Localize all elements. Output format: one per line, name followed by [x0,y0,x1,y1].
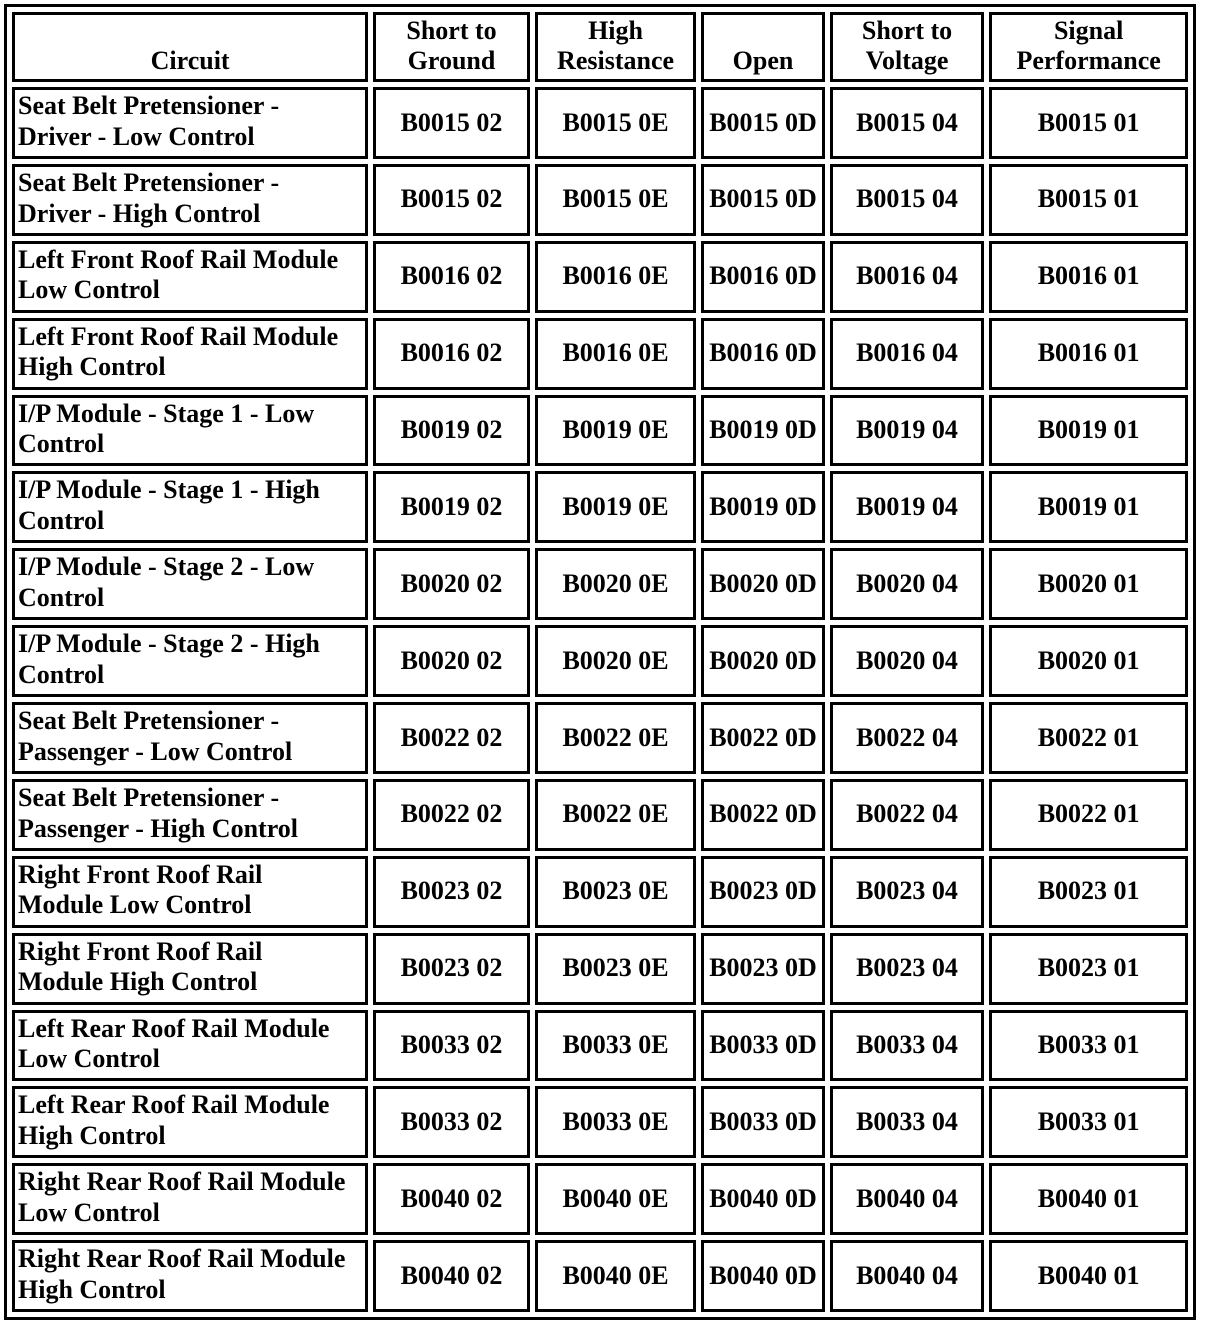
circuit-line: I/P Module - Stage 1 - High [18,475,320,505]
circuit-line: Right Front Roof Rail [18,936,263,966]
signal-performance-code-cell: B0040 01 [989,1240,1188,1312]
table-row [12,933,1188,1005]
high-resistance-code-cell: B0033 0E [535,1086,697,1158]
circuit-cell [12,779,368,851]
circuit-cell [12,318,368,390]
open-code-cell: B0033 0D [701,1010,824,1082]
high-resistance-code-cell: B0040 0E [535,1240,697,1312]
short-to-ground-code-cell: B0015 02 [373,87,530,159]
high-resistance-code-cell: B0015 0E [535,87,697,159]
open-code-cell: B0019 0D [701,395,824,467]
short-to-voltage-code-cell: B0020 04 [830,548,985,620]
circuit-line: Passenger - High Control [18,813,298,843]
high-resistance-code-cell: B0022 0E [535,702,697,774]
high-resistance-code-cell: B0023 0E [535,856,697,928]
short-to-voltage-code-cell: B0022 04 [830,779,985,851]
short-to-voltage-code-cell: B0023 04 [830,856,985,928]
signal-performance-code-cell: B0033 01 [989,1010,1188,1082]
signal-performance-code-cell: B0033 01 [989,1086,1188,1158]
high-resistance-code-cell: B0016 0E [535,241,697,313]
table-row [12,779,1188,851]
circuit-cell [12,87,368,159]
table-row [12,1086,1188,1158]
circuit-cell [12,1240,368,1312]
table-row [12,395,1188,467]
short-to-voltage-code-cell: B0040 04 [830,1240,985,1312]
short-to-voltage-code-cell: B0015 04 [830,164,985,236]
open-code-cell: B0019 0D [701,471,824,543]
high-resistance-code-cell: B0019 0E [535,395,697,467]
short-to-voltage-code-cell: B0015 04 [830,87,985,159]
open-code-cell: B0022 0D [701,779,824,851]
circuit-cell [12,702,368,774]
circuit-line: Control [18,582,105,612]
header-open [701,12,824,82]
circuit-line: I/P Module - Stage 1 - Low [18,398,315,428]
circuit-line: Driver - High Control [18,198,261,228]
high-resistance-code-cell: B0033 0E [535,1010,697,1082]
short-to-voltage-code-cell: B0016 04 [830,318,985,390]
header-short-to-voltage-line-2: Voltage [865,46,949,76]
circuit-line: Control [18,659,105,689]
table-row [12,318,1188,390]
header-circuit [12,12,368,82]
circuit-cell [12,471,368,543]
open-code-cell: B0033 0D [701,1086,824,1158]
short-to-ground-code-cell: B0023 02 [373,933,530,1005]
short-to-ground-code-cell: B0020 02 [373,625,530,697]
circuit-cell [12,1163,368,1235]
short-to-ground-code-cell: B0023 02 [373,856,530,928]
header-short-to-ground [373,12,530,82]
table-row [12,164,1188,236]
circuit-line: High Control [18,352,166,382]
short-to-ground-code-cell: B0019 02 [373,471,530,543]
signal-performance-code-cell: B0019 01 [989,471,1188,543]
circuit-cell [12,548,368,620]
open-code-cell: B0022 0D [701,702,824,774]
short-to-ground-code-cell: B0022 02 [373,702,530,774]
circuit-line: Passenger - Low Control [18,736,293,766]
circuit-line: Seat Belt Pretensioner - [18,706,280,735]
header-short-to-voltage-line-1: Short to [861,15,953,45]
signal-performance-code-cell: B0020 01 [989,548,1188,620]
header-high-resistance-line-1: High [588,15,643,45]
header-signal-performance-line-1: Signal [1053,15,1124,45]
high-resistance-code-cell: B0016 0E [535,318,697,390]
header-short-to-ground-line-1: Short to [406,15,497,45]
circuit-cell [12,1086,368,1158]
short-to-voltage-code-cell: B0016 04 [830,241,985,313]
short-to-voltage-code-cell: B0033 04 [830,1086,985,1158]
short-to-voltage-code-cell: B0019 04 [830,471,985,543]
circuit-cell [12,625,368,697]
circuit-line: Low Control [18,275,160,305]
circuit-line: High Control [18,1121,166,1151]
circuit-cell [12,933,368,1005]
signal-performance-code-cell: B0016 01 [989,318,1188,390]
circuit-line: Control [18,429,105,459]
short-to-ground-code-cell: B0040 02 [373,1240,530,1312]
short-to-voltage-code-cell: B0040 04 [830,1163,985,1235]
short-to-ground-code-cell: B0033 02 [373,1086,530,1158]
circuit-cell [12,241,368,313]
circuit-line: I/P Module - Stage 2 - High [18,629,320,659]
signal-performance-code-cell: B0022 01 [989,779,1188,851]
high-resistance-code-cell: B0023 0E [535,933,697,1005]
short-to-ground-code-cell: B0040 02 [373,1163,530,1235]
open-code-cell: B0023 0D [701,933,824,1005]
header-circuit-line-2: Circuit [150,46,230,76]
signal-performance-code-cell: B0023 01 [989,933,1188,1005]
open-code-cell: B0020 0D [701,548,824,620]
signal-performance-code-cell: B0023 01 [989,856,1188,928]
header-open-line-2: Open [732,46,794,76]
table-row [12,856,1188,928]
table-row [12,1240,1188,1312]
high-resistance-code-cell: B0020 0E [535,625,697,697]
high-resistance-code-cell: B0015 0E [535,164,697,236]
circuit-line: Right Rear Roof Rail Module [18,1244,346,1274]
short-to-ground-code-cell: B0016 02 [373,318,530,390]
signal-performance-code-cell: B0040 01 [989,1163,1188,1235]
short-to-voltage-code-cell: B0020 04 [830,625,985,697]
open-code-cell: B0023 0D [701,856,824,928]
high-resistance-code-cell: B0019 0E [535,471,697,543]
open-code-cell: B0015 0D [701,87,824,159]
open-code-cell: B0015 0D [701,164,824,236]
signal-performance-code-cell: B0015 01 [989,87,1188,159]
signal-performance-code-cell: B0020 01 [989,625,1188,697]
short-to-ground-code-cell: B0033 02 [373,1010,530,1082]
header-signal-performance-line-2: Performance [1016,46,1161,76]
circuit-line: High Control [18,1274,166,1304]
circuit-line: Module Low Control [18,890,252,920]
short-to-ground-code-cell: B0016 02 [373,241,530,313]
table-body [12,87,1188,1312]
dtc-table-frame [4,4,1196,1320]
circuit-line: Low Control [18,1197,160,1227]
circuit-line: Left Rear Roof Rail Module [18,1090,330,1120]
circuit-line: Seat Belt Pretensioner - [18,167,280,197]
table-row [12,702,1188,774]
signal-performance-code-cell: B0019 01 [989,395,1188,467]
circuit-line: Driver - Low Control [18,121,255,151]
open-code-cell: B0040 0D [701,1163,824,1235]
table-row [12,1010,1188,1082]
circuit-cell [12,164,368,236]
circuit-line: Left Front Roof Rail Module [18,244,339,274]
high-resistance-code-cell: B0020 0E [535,548,697,620]
header-high-resistance-line-2: Resistance [557,46,675,76]
short-to-ground-code-cell: B0022 02 [373,779,530,851]
circuit-line: Right Front Roof Rail [18,859,263,889]
open-code-cell: B0020 0D [701,625,824,697]
circuit-line: I/P Module - Stage 2 - Low [18,552,315,582]
short-to-voltage-code-cell: B0023 04 [830,933,985,1005]
short-to-voltage-code-cell: B0022 04 [830,702,985,774]
table-row [12,1163,1188,1235]
short-to-voltage-code-cell: B0019 04 [830,395,985,467]
table-row [12,87,1188,159]
short-to-ground-code-cell: B0015 02 [373,164,530,236]
open-code-cell: B0016 0D [701,318,824,390]
table-row [12,548,1188,620]
short-to-ground-code-cell: B0019 02 [373,395,530,467]
circuit-line: Left Front Roof Rail Module [18,321,339,351]
open-code-cell: B0040 0D [701,1240,824,1312]
circuit-cell [12,395,368,467]
circuit-cell [12,1010,368,1082]
table-row [12,241,1188,313]
dtc-table [7,7,1193,1317]
table-row [12,625,1188,697]
circuit-line: Right Rear Roof Rail Module [18,1167,346,1197]
high-resistance-code-cell: B0040 0E [535,1163,697,1235]
signal-performance-code-cell: B0022 01 [989,702,1188,774]
header-row [12,12,1188,82]
circuit-line: Control [18,506,105,536]
circuit-line: Low Control [18,1044,160,1074]
signal-performance-code-cell: B0016 01 [989,241,1188,313]
header-short-to-voltage [830,12,985,82]
header-high-resistance [535,12,697,82]
circuit-line: Seat Belt Pretensioner - [18,91,280,120]
circuit-line: Left Rear Roof Rail Module [18,1013,330,1043]
short-to-ground-code-cell: B0020 02 [373,548,530,620]
open-code-cell: B0016 0D [701,241,824,313]
header-short-to-ground-line-2: Ground [407,46,496,76]
table-row [12,471,1188,543]
header-signal-performance [989,12,1188,82]
circuit-line: Module High Control [18,967,258,997]
table-header [12,12,1188,82]
circuit-line: Seat Belt Pretensioner - [18,782,280,812]
high-resistance-code-cell: B0022 0E [535,779,697,851]
circuit-cell [12,856,368,928]
signal-performance-code-cell: B0015 01 [989,164,1188,236]
short-to-voltage-code-cell: B0033 04 [830,1010,985,1082]
